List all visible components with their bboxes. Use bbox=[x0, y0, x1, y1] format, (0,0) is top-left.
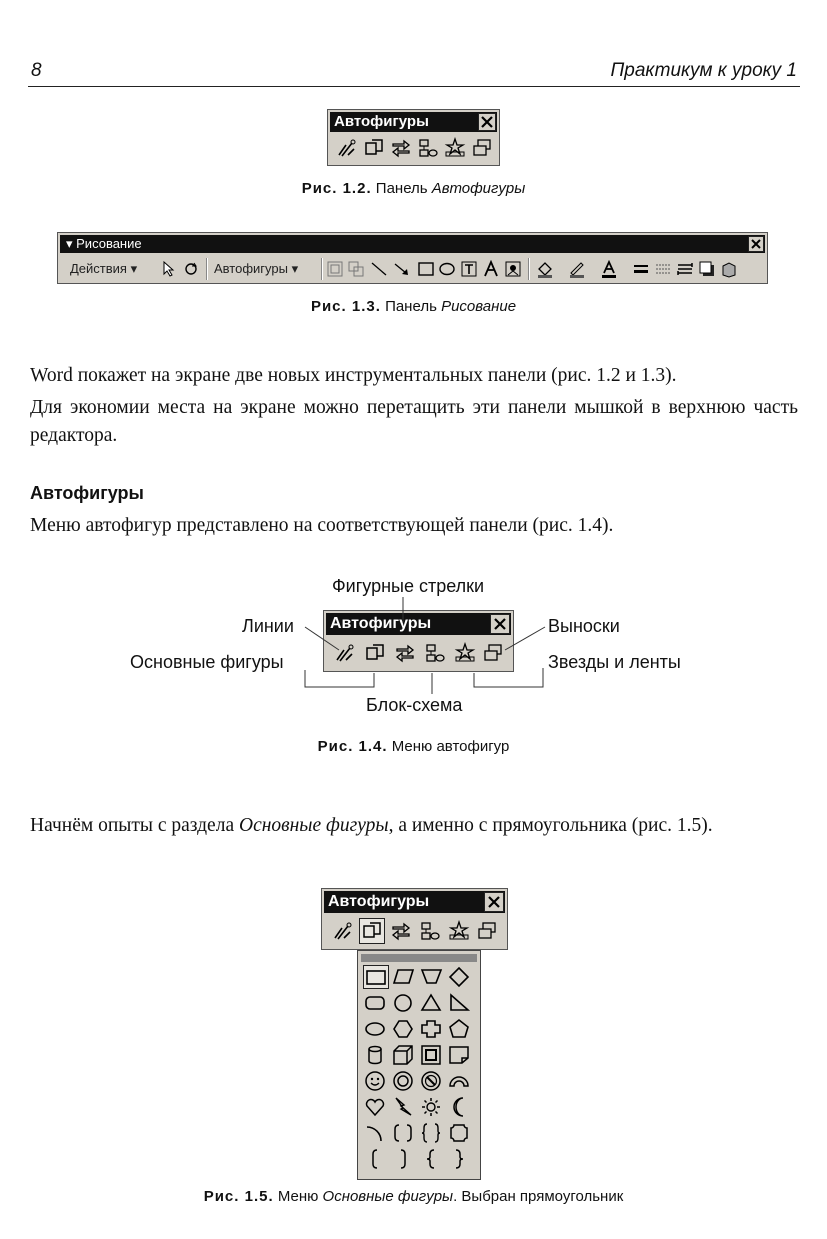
stars-banners-icon[interactable] bbox=[448, 920, 470, 942]
triangle-icon[interactable] bbox=[419, 991, 445, 1015]
double-brace-icon[interactable] bbox=[419, 1121, 445, 1145]
basic-shapes-icon[interactable] bbox=[363, 137, 385, 159]
paragraph-3: Меню автофигур представлено на соответствующей панели (рис. 1.4). bbox=[30, 515, 614, 536]
close-icon bbox=[750, 238, 762, 250]
3d-icon[interactable] bbox=[720, 260, 738, 278]
block-arrows-icon[interactable] bbox=[390, 137, 412, 159]
arrow-icon[interactable] bbox=[393, 260, 411, 278]
donut-icon[interactable] bbox=[391, 1069, 417, 1093]
actions-menu-button[interactable]: Действия ▾ bbox=[70, 261, 138, 276]
caption-fig-1-4 bbox=[0, 738, 827, 755]
font-color-icon[interactable] bbox=[600, 260, 618, 278]
trapezoid-icon[interactable] bbox=[419, 965, 445, 989]
p4-italic: Основные фигуры bbox=[238, 815, 389, 836]
lines-icon[interactable] bbox=[332, 920, 354, 942]
caption-fig-1-2 bbox=[0, 180, 827, 197]
parallelogram-icon[interactable] bbox=[391, 965, 417, 989]
autoshapes-panel-fig-1-2 bbox=[327, 109, 500, 166]
close-button[interactable] bbox=[748, 236, 764, 252]
group-icon[interactable] bbox=[347, 260, 365, 278]
p4-part-a: Начнём опыты с раздела bbox=[30, 815, 239, 836]
caption-fig-1-3 bbox=[0, 298, 827, 315]
toolbar-title: ▾ Рисование bbox=[60, 235, 765, 253]
label-arrows: Фигурные стрелки bbox=[332, 576, 485, 596]
basic-shapes-icon[interactable] bbox=[359, 918, 385, 944]
double-bracket-icon[interactable] bbox=[391, 1121, 417, 1145]
panel-title: Автофигуры bbox=[330, 112, 497, 132]
caption-tail: . Выбран прямоугольник bbox=[453, 1188, 624, 1205]
arrow-style-icon[interactable] bbox=[676, 260, 694, 278]
moon-icon[interactable] bbox=[447, 1095, 473, 1119]
dash-style-icon[interactable] bbox=[654, 260, 672, 278]
running-title: Практикум к уроку 1 bbox=[610, 60, 797, 81]
toolbar-separator bbox=[528, 258, 530, 280]
lines-icon[interactable] bbox=[336, 137, 358, 159]
caption-italic: Рисование bbox=[441, 298, 517, 315]
callouts-icon[interactable] bbox=[476, 920, 498, 942]
close-button[interactable] bbox=[478, 113, 496, 131]
paragraph-4 bbox=[30, 812, 798, 840]
heart-icon[interactable] bbox=[363, 1095, 389, 1119]
paragraph-1: Word покажет на экране две новых инструментальных панели (рис. 1.2 и 1.3). bbox=[30, 365, 677, 386]
close-icon bbox=[487, 895, 501, 909]
drawing-toolbar bbox=[57, 232, 768, 284]
block-arc-icon[interactable] bbox=[447, 1069, 473, 1093]
left-bracket-icon[interactable] bbox=[363, 1147, 389, 1171]
caption-text: Меню bbox=[277, 1188, 323, 1205]
text-box-icon[interactable] bbox=[460, 260, 478, 278]
label-callouts: Выноски bbox=[548, 616, 620, 636]
label-flowchart: Блок-схема bbox=[366, 695, 463, 715]
rectangle-icon[interactable] bbox=[363, 965, 389, 989]
no-symbol-icon[interactable] bbox=[419, 1069, 445, 1093]
close-button[interactable] bbox=[484, 892, 504, 912]
caption-fig-1-5 bbox=[0, 1188, 827, 1205]
caption-text: Меню автофигур bbox=[391, 738, 510, 755]
caption-italic: Основные фигуры bbox=[322, 1188, 454, 1205]
plaque-icon[interactable] bbox=[447, 1121, 473, 1145]
caption-number: Рис. 1.2. bbox=[301, 180, 372, 197]
folded-corner-icon[interactable] bbox=[447, 1043, 473, 1067]
lightning-icon[interactable] bbox=[391, 1095, 417, 1119]
right-bracket-icon[interactable] bbox=[391, 1147, 417, 1171]
fill-color-icon[interactable] bbox=[536, 260, 554, 278]
clipart-icon[interactable] bbox=[504, 260, 522, 278]
panel-title: Автофигуры bbox=[326, 613, 511, 635]
callouts-icon[interactable] bbox=[471, 137, 493, 159]
caption-number: Рис. 1.4. bbox=[317, 738, 388, 755]
label-basic: Основные фигуры bbox=[130, 652, 284, 672]
section-heading: Автофигуры bbox=[30, 483, 144, 503]
flowchart-icon[interactable] bbox=[419, 920, 441, 942]
basic-shapes-menu bbox=[357, 950, 481, 1180]
shadow-icon[interactable] bbox=[698, 260, 716, 278]
left-brace-icon[interactable] bbox=[419, 1147, 445, 1171]
hexagon-icon[interactable] bbox=[391, 1017, 417, 1041]
autoshapes-menu-button[interactable]: Автофигуры ▾ bbox=[214, 261, 299, 276]
sun-icon[interactable] bbox=[419, 1095, 445, 1119]
caption-text: Панель bbox=[375, 180, 432, 197]
caption-text: Панель bbox=[385, 298, 442, 315]
menu-drag-handle[interactable] bbox=[361, 954, 477, 962]
arc-icon[interactable] bbox=[363, 1121, 389, 1145]
draw-line-icon[interactable] bbox=[370, 260, 388, 278]
stars-banners-icon[interactable] bbox=[444, 137, 466, 159]
caption-number: Рис. 1.5. bbox=[203, 1188, 274, 1205]
pentagon-icon[interactable] bbox=[447, 1017, 473, 1041]
free-rotate-icon[interactable] bbox=[182, 260, 200, 278]
cross-icon[interactable] bbox=[419, 1017, 445, 1041]
octagon-icon[interactable] bbox=[391, 991, 417, 1015]
wordart-icon[interactable] bbox=[482, 260, 500, 278]
p4-part-b: , а именно с прямоугольника (рис. 1.5). bbox=[388, 815, 713, 836]
rounded-rectangle-icon[interactable] bbox=[363, 991, 389, 1015]
diamond-icon[interactable] bbox=[447, 965, 473, 989]
panel-title: Автофигуры bbox=[324, 891, 505, 913]
can-icon[interactable] bbox=[363, 1043, 389, 1067]
caption-number: Рис. 1.3. bbox=[310, 298, 381, 315]
oval-icon[interactable] bbox=[363, 1017, 389, 1041]
autoshapes-panel-fig-1-5 bbox=[321, 888, 508, 950]
label-lines: Линии bbox=[242, 616, 294, 636]
page-number: 8 bbox=[31, 60, 42, 81]
cube-icon[interactable] bbox=[391, 1043, 417, 1067]
line-color-icon[interactable] bbox=[568, 260, 586, 278]
bevel-icon[interactable] bbox=[419, 1043, 445, 1067]
header-rule bbox=[28, 86, 800, 87]
toolbar-separator bbox=[206, 258, 208, 280]
select-pointer-icon[interactable] bbox=[160, 260, 178, 278]
toolbar-separator bbox=[321, 258, 323, 280]
block-arrows-icon[interactable] bbox=[390, 920, 412, 942]
line-style-icon[interactable] bbox=[632, 260, 650, 278]
close-icon bbox=[481, 116, 493, 128]
right-triangle-icon[interactable] bbox=[447, 991, 473, 1015]
flowchart-icon[interactable] bbox=[417, 137, 439, 159]
label-stars: Звезды и ленты bbox=[548, 652, 681, 672]
oval-tool-icon[interactable] bbox=[438, 260, 456, 278]
line-icon[interactable] bbox=[326, 260, 344, 278]
right-brace-icon[interactable] bbox=[447, 1147, 473, 1171]
rectangle-tool-icon[interactable] bbox=[417, 260, 435, 278]
smiley-icon[interactable] bbox=[363, 1069, 389, 1093]
paragraph-2: Для экономии места на экране можно перетащить эти панели мышкой в верхнюю часть редактора. bbox=[30, 397, 798, 446]
caption-italic: Автофигуры bbox=[431, 180, 526, 197]
